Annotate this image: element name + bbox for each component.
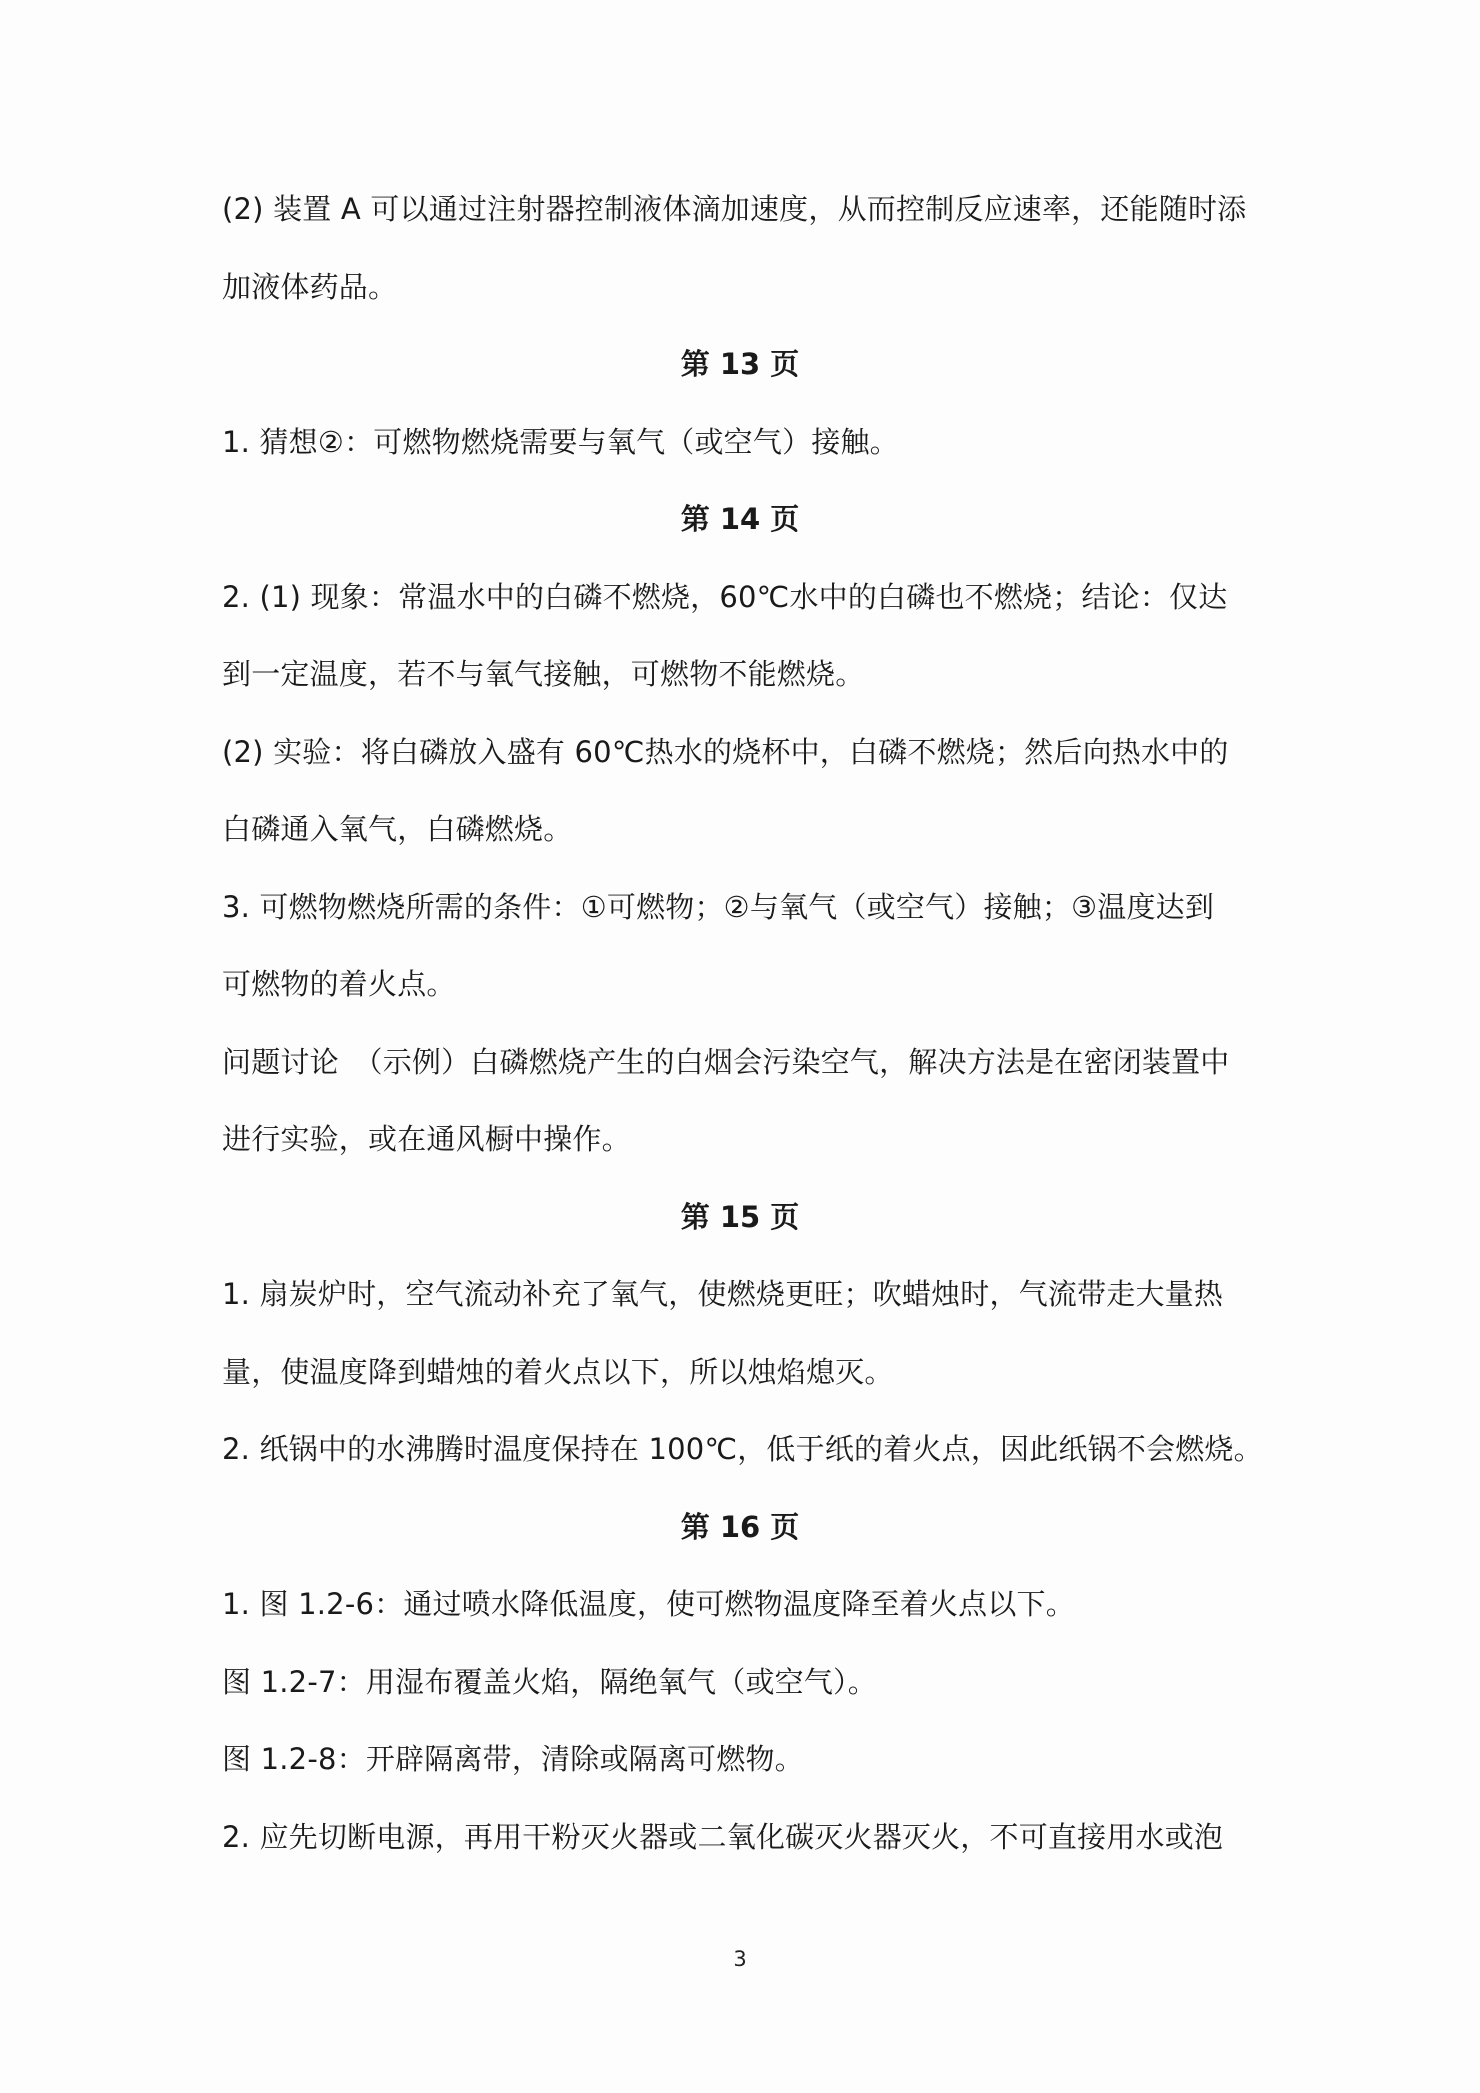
paragraph-line: (2) 实验：将白磷放入盛有 60℃热水的烧杯中，白磷不燃烧；然后向热水中的 (222, 734, 1229, 769)
paragraph-line: 1. 猜想②：可燃物燃烧需要与氧气（或空气）接触。 (222, 424, 899, 459)
text-line (222, 965, 1258, 1043)
text-line (222, 1120, 1258, 1198)
text-line (222, 1430, 1263, 1508)
paragraph-line: 进行实验，或在通风橱中操作。 (222, 1122, 631, 1156)
text-line (222, 423, 1258, 501)
section-heading-row (222, 500, 1258, 578)
section-heading: 第 13 页 (680, 347, 800, 381)
text-line (222, 810, 1258, 888)
paragraph-line: 1. 图 1.2-6：通过喷水降低温度，使可燃物温度降至着火点以下。 (222, 1587, 1075, 1621)
paragraph-line: (2) 装置 A 可以通过注射器控制液体滴加速度，从而控制反应速率，还能随时添 (222, 192, 1247, 226)
text-line (222, 1275, 1258, 1353)
text-line (222, 268, 1258, 346)
paragraph-line: 可燃物的着火点。 (222, 967, 456, 1001)
paragraph-line: 图 1.2-8：开辟隔离带，清除或隔离可燃物。 (222, 1742, 804, 1776)
section-heading: 第 16 页 (680, 1509, 800, 1544)
text-line (222, 888, 1258, 966)
section-heading: 第 14 页 (680, 502, 800, 536)
text-line (222, 655, 1258, 733)
page-number: 3 (733, 1947, 747, 1971)
section-heading-row (222, 1508, 1258, 1586)
text-line (222, 190, 1258, 268)
text-line (222, 1043, 1258, 1121)
paragraph-line: 图 1.2-7：用湿布覆盖火焰，隔绝氧气（或空气）。 (222, 1664, 877, 1699)
text-line (222, 578, 1258, 656)
text-line (222, 1353, 1258, 1431)
paragraph-line: 加液体药品。 (222, 269, 398, 304)
answer-content (222, 190, 1263, 1895)
text-line (222, 1663, 1258, 1741)
paragraph-line: 问题讨论 （示例）白磷燃烧产生的白烟会污染空气，解决方法是在密闭装置中 (222, 1044, 1230, 1079)
paragraph-line: 量，使温度降到蜡烛的着火点以下，所以烛焰熄灭。 (222, 1354, 894, 1389)
paragraph-line: 2. (1) 现象：常温水中的白磷不燃烧，60℃水中的白磷也不燃烧；结论：仅达 (222, 579, 1228, 614)
text-line (222, 1585, 1258, 1663)
section-heading-row (222, 345, 1258, 423)
text-line (222, 1740, 1258, 1818)
text-line (222, 733, 1258, 811)
paragraph-line: 2. 应先切断电源，再用干粉灭火器或二氧化碳灭火器灭火，不可直接用水或泡 (222, 1819, 1224, 1854)
section-heading-row (222, 1198, 1258, 1276)
paragraph-line: 白磷通入氧气，白磷燃烧。 (222, 812, 573, 846)
paragraph-line: 3. 可燃物燃烧所需的条件：①可燃物；②与氧气（或空气）接触；③温度达到 (222, 889, 1215, 924)
text-line (222, 1818, 1258, 1896)
section-heading: 第 15 页 (680, 1199, 800, 1234)
paragraph-line: 2. 纸锅中的水沸腾时温度保持在 100℃，低于纸的着火点，因此纸锅不会燃烧。 (222, 1432, 1263, 1466)
paragraph-line: 1. 扇炭炉时，空气流动补充了氧气，使燃烧更旺；吹蜡烛时，气流带走大量热 (222, 1277, 1224, 1311)
paragraph-line: 到一定温度，若不与氧气接触，可燃物不能燃烧。 (222, 657, 865, 691)
